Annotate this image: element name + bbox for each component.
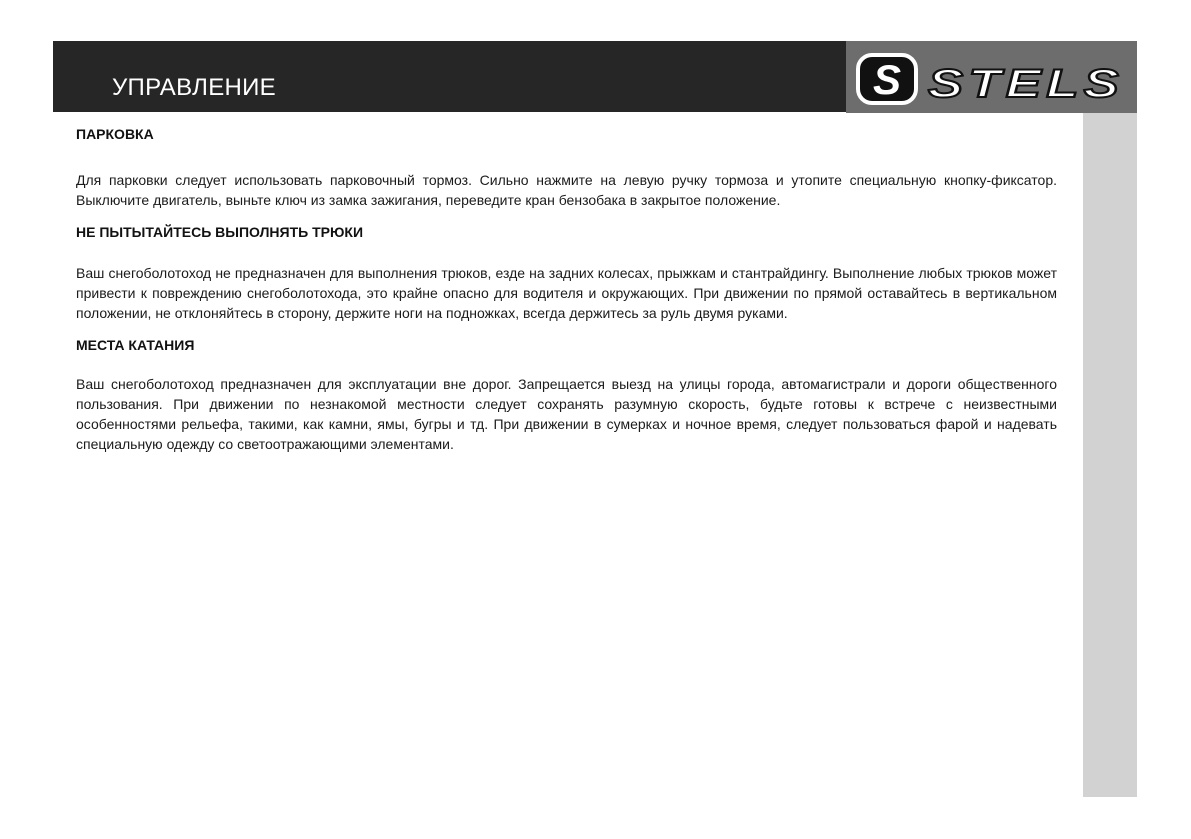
section-body: Для парковки следует использовать парковочный тормоз. Сильно нажмите на левую ручку тормоза и утопите специальную кнопку-фиксатор. Выключите двигатель, выньте ключ из замка зажигания, переведите кран бензобака в закрытое положение. [76,172,1057,208]
section-body: Ваш снегоболотоход предназначен для эксплуатации вне дорог. Запрещается выезд на улицы города, автомагистрали и дороги общественного пользования. При движении по незнакомой местности следует сохранять разумную скорость, будьте готовы к встрече с неизвестными особенностями рельефа, такими, как камни, ямы, бугры и тд. При движении в сумерках и ночное время, следует пользоваться фарой и надевать специальную одежду со светоотражающими элементами. [76,376,1057,452]
section-riding-places [76,336,1057,454]
side-tab-bar [1083,113,1137,797]
section-heading: НЕ ПЫТЫТАЙТЕСЬ ВЫПОЛНЯТЬ ТРЮКИ [76,224,364,240]
main-content [76,125,1057,454]
section-body: Ваш снегоболотоход не предназначен для выполнения трюков, езде на задних колесах, прыжкам и стантрайдингу. Выполнение любых трюков может привести к повреждению снегоболотохода, это крайне опасно для водителя и окружающих. При движении по прямой оставайтесь в вертикальном положении, не отклоняйтесь в сторону, держите ноги на подножках, всегда держитесь за руль двумя руками. [76,265,1057,321]
section-parking [76,125,1057,210]
header-bar [53,41,846,112]
brand-logo [846,41,1137,113]
page-title: УПРАВЛЕНИЕ [112,74,276,101]
logo-letter: S [872,56,902,103]
section-no-tricks [76,223,1057,323]
stels-logo-icon [846,41,1137,113]
section-heading: ПАРКОВКА [76,126,154,142]
section-heading: МЕСТА КАТАНИЯ [76,337,195,353]
logo-wordmark: STELS [928,62,1124,106]
